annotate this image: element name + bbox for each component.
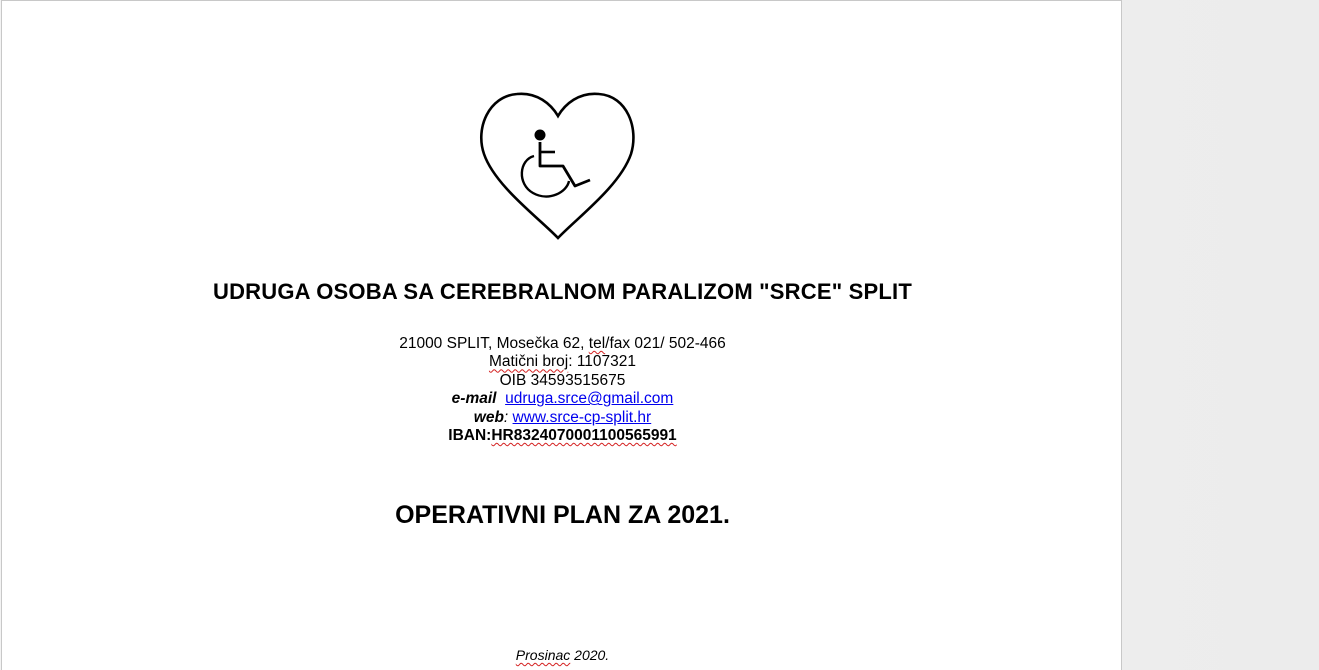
email-line — [2, 390, 1123, 408]
organization-name: UDRUGA OSOBA SA CEREBRALNOM PARALIZOM "SRCE" SPLIT — [212, 279, 912, 304]
iban-value: HR8324070001100565991 — [491, 427, 677, 445]
iban-label: IBAN: — [448, 427, 492, 445]
web-link[interactable]: www.srce-cp-split.hr — [512, 408, 652, 426]
email-link[interactable]: udruga.srce@gmail.com — [505, 390, 674, 408]
iban-line — [2, 427, 1123, 445]
web-label: web — [473, 408, 504, 426]
registration-line — [2, 353, 1123, 371]
document-date — [2, 647, 1123, 663]
side-gutter — [1122, 0, 1319, 670]
address-fax: /fax 021/ 502-466 — [605, 335, 726, 352]
address-line — [2, 335, 1123, 353]
web-separator: : — [503, 408, 513, 426]
address-tel-word: tel — [588, 335, 606, 352]
registration-value: : 1107321 — [568, 353, 637, 371]
registration-label: Matični broj — [488, 353, 569, 371]
heart-wheelchair-icon — [479, 90, 637, 242]
contact-block — [2, 335, 1123, 445]
web-line — [2, 409, 1123, 427]
date-year: 2020. — [570, 647, 610, 663]
document-title: OPERATIVNI PLAN ZA 2021. — [395, 501, 730, 529]
oib-line: OIB 34593515675 — [499, 371, 626, 389]
address-text: 21000 SPLIT, Mosečka 62, — [399, 335, 589, 352]
document-page[interactable] — [1, 0, 1122, 670]
date-month: Prosinac — [515, 647, 571, 663]
email-label: e-mail — [451, 390, 497, 408]
